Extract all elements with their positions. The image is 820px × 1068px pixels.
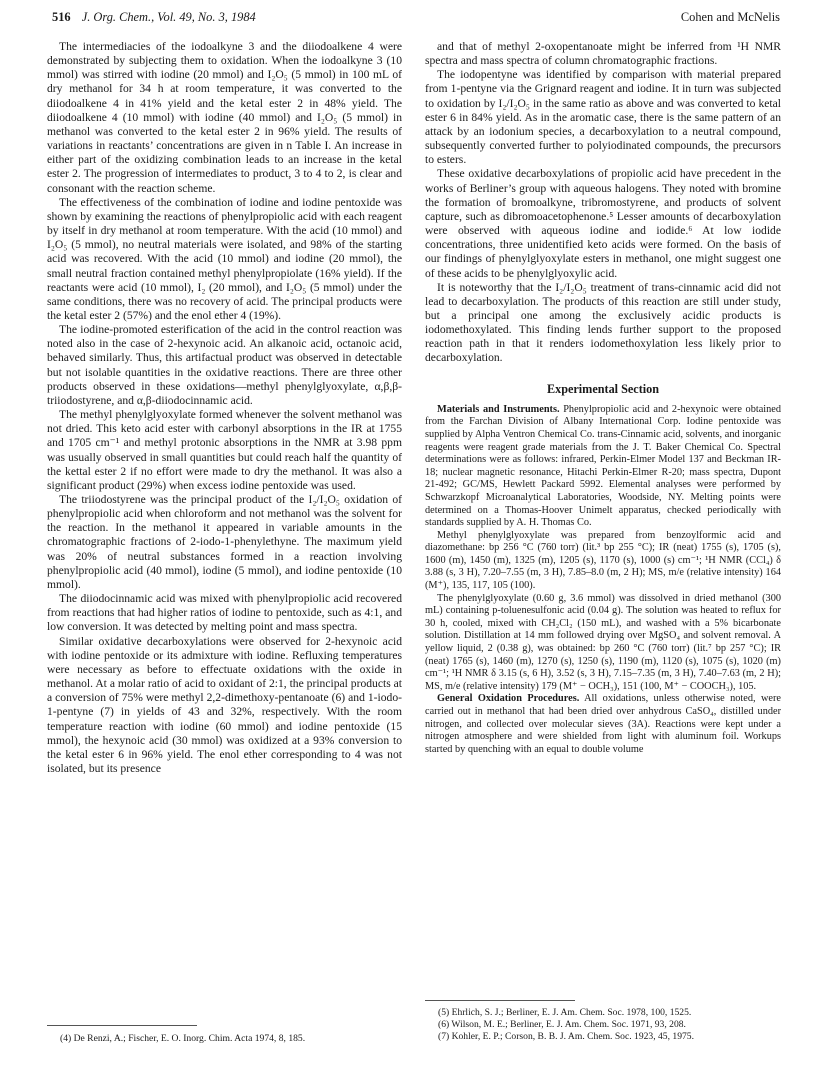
paragraph-body: All oxidations, unless otherwise noted, were carried out in methanol that had been dried over anhydrous CaSO₄, distilled under nitrogen, and collected over molecular sieves (3A). Reactions were kept under a nitrogen atmosphere and were shielded from light with aluminum foil. Workups started by quenching with an equal to double volume — [425, 693, 781, 755]
right-column — [425, 40, 781, 756]
footnote-rule — [47, 1025, 197, 1026]
paragraph: The iodine-promoted esterification of the acid in the control reaction was noted also in the case of 2-hexynoic acid. An alkanoic acid, octanoic acid, behaved similarly. Thus, this artifactual product was observed in detectable but not isolable quantities in the oxidative reactions. There are three other products observed in these oxidations—methyl phenylglyoxylate, α,β,β-triiodostyrene, and α,β-diiodocinnamic acid. — [47, 323, 402, 407]
paragraph: Similar oxidative decarboxylations were observed for 2-hexynoic acid with iodine pentoxide or its admixture with iodine. Refluxing temperatures were necessary as before to effectuate oxidations with the oxide in methanol. At a molar ratio of acid to oxidant of 2:1, the principal products at a conversion of 75% were methyl 2,2-dimethoxy-pentanoate (6) and 1-iodo-1-pentyne (7) in yields of 43 and 32%, respectively. With the room temperature reaction with iodine (60 mmol) and iodine pentoxide (15 mmol), the hexynoic acid (30 mmol) was oxidized at a 93% conversion to the ketal ester 6 in 96% yield. The enol ether corresponding to 4 was not isolated, but its presence — [47, 634, 402, 775]
paragraph: These oxidative decarboxylations of propiolic acid have precedent in the works of Berliner’s group with aqueous halogens. They noted with bromine the formation of bromoalkyne, tribromostyrene, and products of solvent capture, such as dibromoacetophenone.⁵ Lesser amounts of decarboxylation were observed with aqueous iodine and iodide.⁶ At low iodide concentrations, three unidentified keto acids were formed. On the basis of our findings of phenylglyoxylate esters in methanol, one might suggest one of these acids to be phenylglyoxylic acid. — [425, 167, 781, 280]
section-title: Experimental Section — [546, 381, 660, 396]
footnote: (7) Kohler, E. P.; Corson, B. B. J. Am. Chem. Soc. 1923, 45, 1975. — [438, 1031, 694, 1042]
left-column — [47, 40, 402, 776]
header-left — [52, 10, 256, 25]
paragraph: Methyl phenylglyoxylate was prepared from benzoylformic acid and diazomethane: bp 256 °C (760 torr) (lit.³ bp 255 °C); IR (neat) 1755 (s), 1705 (s), 1600 (m), 1450 (m), 1325 (m), 1205 (s), 1170 (s), 1000 (s) cm⁻¹; ¹H NMR (CCl₄) δ 3.88 (s, 3 H), 7.20–7.55 (m, 3 H), 7.85–8.0 (m, 2 H); MS, m/e (relative intensity) 164 (M⁺), 135, 117, 105 (100). — [425, 529, 781, 592]
paragraph: and that of methyl 2-oxopentanoate might be inferred from ¹H NMR spectra and mass spectra of column chromatographic fractions. — [425, 40, 781, 68]
run-in-heading: General Oxidation Procedures. — [437, 693, 580, 705]
running-header — [52, 10, 780, 28]
journal-citation: J. Org. Chem., Vol. 49, No. 3, 1984 — [81, 10, 256, 24]
paragraph: The effectiveness of the combination of iodine and iodine pentoxide was shown by examining the reactions of phenylpropiolic acid with each reagent by itself in dry methanol at room temperature. With the acid (10 mmol) and I₂O₅ (5 mmol), no neutral materials were isolated, and 98% of the starting acid was recovered. With the acid (10 mmol) and iodine (20 mmol), the small neutral fraction contained methyl phenylpropiolate (16% yield). If the reactants were acid (10 mmol), I₂ (20 mmol), and I₂O₅ (5 mmol) under the same conditions, there was no recovery of acid. The principal products were the ketal ester 2 (57%) and the enol ether 4 (19%). — [47, 195, 402, 322]
footnote: (4) De Renzi, A.; Fischer, E. O. Inorg. Chim. Acta 1974, 8, 185. — [60, 1033, 306, 1044]
procedures-paragraph — [425, 693, 781, 756]
paragraph: It is noteworthy that the I₂/I₂O₅ treatment of trans-cinnamic acid did not lead to decarboxylation. The products of this reaction are still under study, but a principal one among the exclusively acidic products is iodomethoxylated. This finding lends further support to the proposed reaction path in that it renders iodomethoxylation less likely prior to decarboxylation. — [425, 280, 781, 365]
paragraph: The triiodostyrene was the principal product of the I₂/I₂O₅ oxidation of phenylpropiolic acid when chloroform and not methanol was the solvent for the reaction. In the methanol it appeared in variable amounts in the chromatographic fractions of 2-iodo-1-phenylethyne. The maximum yield was 20% of neutral substances formed in a reaction involving phenylpropiolic acid (40 mmol), iodine (5 mmol), and iodine pentoxide (10 mmol). — [47, 493, 402, 591]
footnote-rule — [425, 1000, 575, 1001]
run-in-heading: Materials and Instruments. — [437, 403, 560, 415]
materials-paragraph — [425, 404, 781, 530]
paragraph: The intermediacies of the iodoalkyne 3 and the diiodoalkene 4 were demonstrated by subjecting them to oxidation. When the iodoalkyne 3 (10 mmol) was stirred with iodine (20 mmol) and I₂O₅ (5 mmol) in 100 mL of dry methanol for 34 h at room temperature, it was converted to the diiodoalkene 4 in 41% yield and the ketal ester 2 in 48% yield. The diiodoalkene 4 (10 mmol) with iodine (40 mmol) and I₂O₅ (5 mmol) in methanol was converted to the ketal ester 2 in 96% yield. The results of variations in reactants’ concentrations are given in n Table I. An increase in either part of the oxidizing combination leads to an increase in the ketal ester 2. The progression of intermediates to product, 3 to 4 to 2, is clear and consonant with the reaction scheme. — [47, 40, 402, 195]
footnote: (6) Wilson, M. E.; Berliner, E. J. Am. Chem. Soc. 1971, 93, 208. — [438, 1019, 686, 1030]
footnote: (5) Ehrlich, S. J.; Berliner, E. J. Am. Chem. Soc. 1978, 100, 1525. — [438, 1007, 692, 1018]
paragraph-body: Phenylpropiolic acid and 2-hexynoic were obtained from the Farchan Division of Albany International Corp. Iodine pentoxide was supplied by Alpha Ventron Chemical Co. trans-Cinnamic acid, solvents, and inorganic reagents were reagent grade materials from the J. T. Baker Chemical Co. Spectral determinations were as follows: infrared, Perkin-Elmer Model 137 and Beckman IR-18; nuclear magnetic resonance, Hitachi Perkin-Elmer R-20; mass spectra, Dupont 21-492; GC/MS, Hewlett Packard 5992. Elemental analyses were performed by Schwarzkopf Microanalytical Laboratories, Woodside, NY. Melting points were determined on a Thomas-Hoover Unimelt apparatus, checked periodically with standards supplied by A. H. Thomas Co. — [425, 403, 781, 529]
footnote-list — [438, 1007, 783, 1043]
page-number: 516 — [52, 10, 71, 24]
paragraph: The methyl phenylglyoxylate formed whenever the solvent methanol was not dried. This keto acid ester with carbonyl absorptions in the IR at 1755 and 1705 cm⁻¹ and methyl protonic absorptions in the NMR at 3.98 ppm was usually observed in small quantities but could reach half the quantity of the kettal ester 2 if no effort were made to dry the methanol. It was also a significant product (29%) when excess iodine pentoxide was used. — [47, 408, 402, 492]
paragraph: The phenylglyoxylate (0.60 g, 3.6 mmol) was dissolved in dried methanol (300 mL) containing p-toluenesulfonic acid (0.04 g). The solution was heated to reflux for 30 h, cooled, mixed with CH₂Cl₂ (150 mL), and washed with a 5% bicarbonate solution. Distillation at 14 mm followed drying over MgSO₄ and solvent removal. A yellow liquid, 2 (0.38 g), was obtained: bp 260 °C (760 torr) (lit.⁷ bp 257 °C); IR (neat) 1765 (s), 1460 (m), 1270 (s), 1250 (s), 1190 (m), 1120 (s), 1075 (s), 1020 (m) cm⁻¹; ¹H NMR δ 3.15 (s, 6 H), 3.52 (s, 3 H), 7.15–7.35 (m, 3 H), 7.40–7.63 (m, 2 H); MS, m/e (relative intensity) 179 (M⁺ − OCH₃), 151 (100, M⁺ − COOCH₃), 105. — [425, 592, 781, 692]
header-authors: Cohen and McNelis — [680, 10, 780, 24]
paragraph: The diiodocinnamic acid was mixed with phenylpropiolic acid recovered from reactions that had higher ratios of iodine to pentoxide, such as 4:1, and low conversion. It was detected by melting point and mass spectra. — [47, 592, 402, 634]
paragraph: The iodopentyne was identified by comparison with material prepared from 1-pentyne via the Grignard reagent and iodine. It in turn was subjected to oxidation by I₂/I₂O₅ in the same ratio as above and was converted to ketal ester 6 in 84% yield. As in the aromatic case, there is the same pattern of an attack by an iodonium species, a decarboxylation to a neutral compound, subsequently converted further to polyiodinated compounds, the precursors to esters. — [425, 68, 781, 167]
